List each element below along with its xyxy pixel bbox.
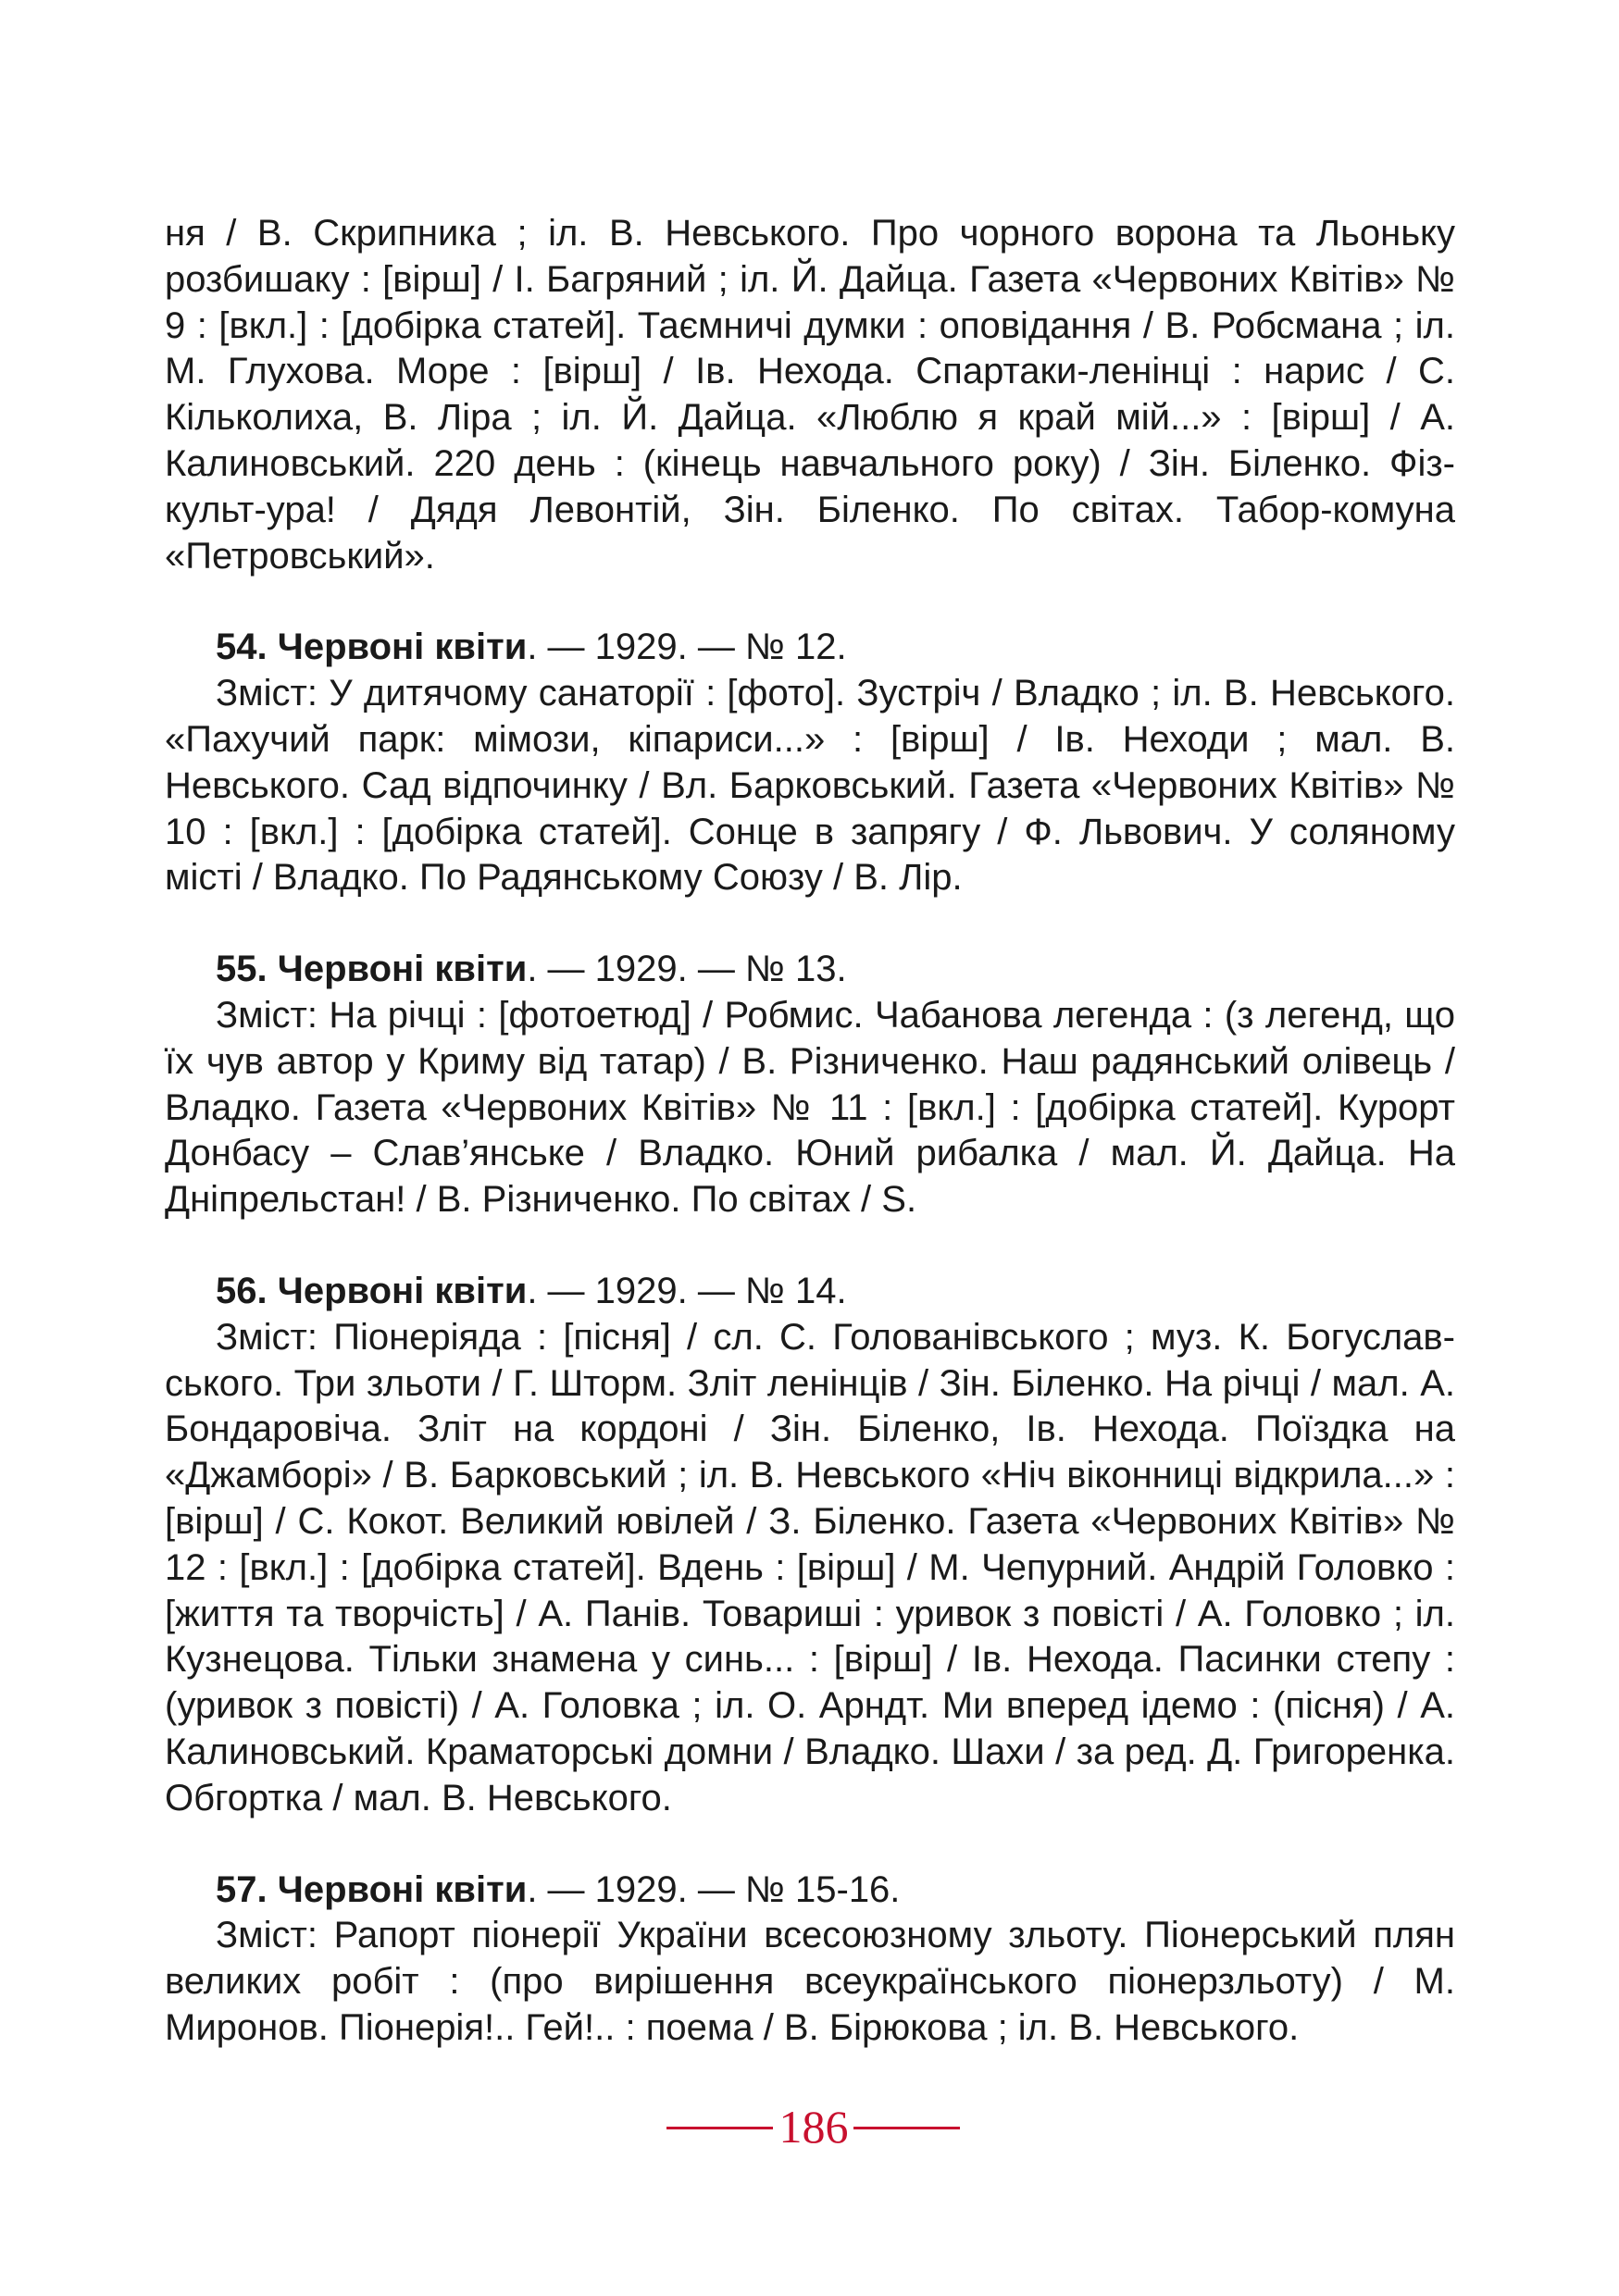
entry-title: Червоні квіти	[277, 949, 528, 990]
catalog-entry-57	[165, 1868, 1455, 2052]
entry-meta: . — 1929. — № 14.	[527, 1270, 847, 1311]
footer-rule-right	[853, 2127, 960, 2129]
entry-meta: . — 1929. — № 15-16.	[527, 1868, 901, 1910]
entry-heading	[165, 1269, 1455, 1315]
footer-rule-left	[666, 2127, 773, 2129]
entry-meta: . — 1929. — № 12.	[527, 627, 847, 668]
entry-number: 57.	[216, 1868, 268, 1910]
catalog-entry-54	[165, 625, 1455, 901]
entry-number: 55.	[216, 949, 268, 990]
page-content	[165, 211, 1455, 2052]
entry-number: 56.	[216, 1270, 268, 1311]
catalog-entry-55	[165, 947, 1455, 1223]
entry-heading	[165, 947, 1455, 993]
entry-contents: Зміст: Піонеріяда : [пісня] / сл. С. Голованівського ; муз. К. Богуславського. Три зльоти / Г. Шторм. Зліт ленінців / Зін. Біленко. На річці / мал. А. Бондаровіча. Зліт на кордоні / Зін. Біленко, Ів. Нехода. Поїздка на «Джамборі» / В. Барковський ; іл. В. Невського «Ніч віконниці відкрила...» : [вірш] / С. Кокот. Великий ювілей / З. Біленко. Газета «Червоних Квітів» № 12 : [вкл.] : [добірка статей]. Вдень : [вірш] / М. Чепурний. Андрій Головко : [життя та творчість] / А. Панів. Товариші : уривок з повісті / А. Головко ; іл. Кузнецова. Тільки знамена у синь... : [вірш] / Ів. Нехода. Пасинки степу : (уривок з повісті) / А. Головка ; іл. О. Арндт. Ми вперед ідемо : (пісня) / А. Калиновський. Краматорські домни / Владко. Шахи / за ред. Д. Григоренка. Обгортка / мал. В. Невського.	[165, 1316, 1455, 1818]
entry-title: Червоні квіти	[277, 1270, 528, 1311]
page-number: 186	[778, 2101, 849, 2153]
entry-meta: . — 1929. — № 13.	[527, 949, 847, 990]
entry-heading	[165, 625, 1455, 671]
entry-contents: Зміст: Рапорт піонерії України всесоюзному зльоту. Піонерський плян великих робіт : (про вирішення всеукраїнського піонерзльоту) / М. Миронов. Піонерія!.. Гей!.. : поема / В. Бірюкова ; іл. В. Невського.	[165, 1915, 1455, 2048]
entry-title: Червоні квіти	[277, 627, 528, 668]
entry-contents: Зміст: У дитячому санаторії : [фото]. Зустріч / Владко ; іл. В. Невського. «Пахучий парк: мімози, кіпариси...» : [вірш] / Ів. Неходи ; мал. В. Невського. Сад відпочинку / Вл. Барковський. Газета «Червоних Квітів» № 10 : [вкл.] : [добірка статей]. Сонце в запрягу / Ф. Львович. У соляному місті / Владко. По Радянському Союзу / В. Лір.	[165, 673, 1455, 899]
entry-contents: Зміст: На річці : [фотоетюд] / Робмис. Чабанова легенда : (з легенд, що їх чув автор у Криму від татар) / В. Різниченко. Наш радянський олівець / Владко. Газета «Червоних Квітів» № 11 : [вкл.] : [добірка статей]. Курорт Донбасу – Слав’янське / Владко. Юний рибалка / мал. Й. Дайца. На Дніпрельстан! / В. Різниченко. По світах / S.	[165, 994, 1455, 1221]
entry-heading	[165, 1868, 1455, 1914]
page-footer	[0, 2101, 1619, 2156]
catalog-entry-56	[165, 1269, 1455, 1822]
entry-title: Червоні квіти	[277, 1868, 528, 1910]
continued-paragraph: ня / В. Скрипника ; іл. В. Невського. Про чорного ворона та Льоньку розбишаку : [вірш] / І. Багряний ; іл. Й. Дайца. Газета «Червоних Квітів» № 9 : [вкл.] : [добірка статей]. Таємничі думки : оповідання / В. Робсмана ; іл. М. Глухова. Море : [вірш] / Ів. Нехода. Спартаки-ленінці : нарис / С. Кільколиха, В. Ліра ; іл. Й. Дайца. «Люблю я край мій...» : [вірш] / А. Калиновський. 220 день : (кінець навчального року) / Зін. Біленко. Фіз-культ-ура! / Дядя Левонтій, Зін. Біленко. По світах. Табор-комуна «Петровський».	[165, 213, 1455, 577]
entry-number: 54.	[216, 627, 268, 668]
